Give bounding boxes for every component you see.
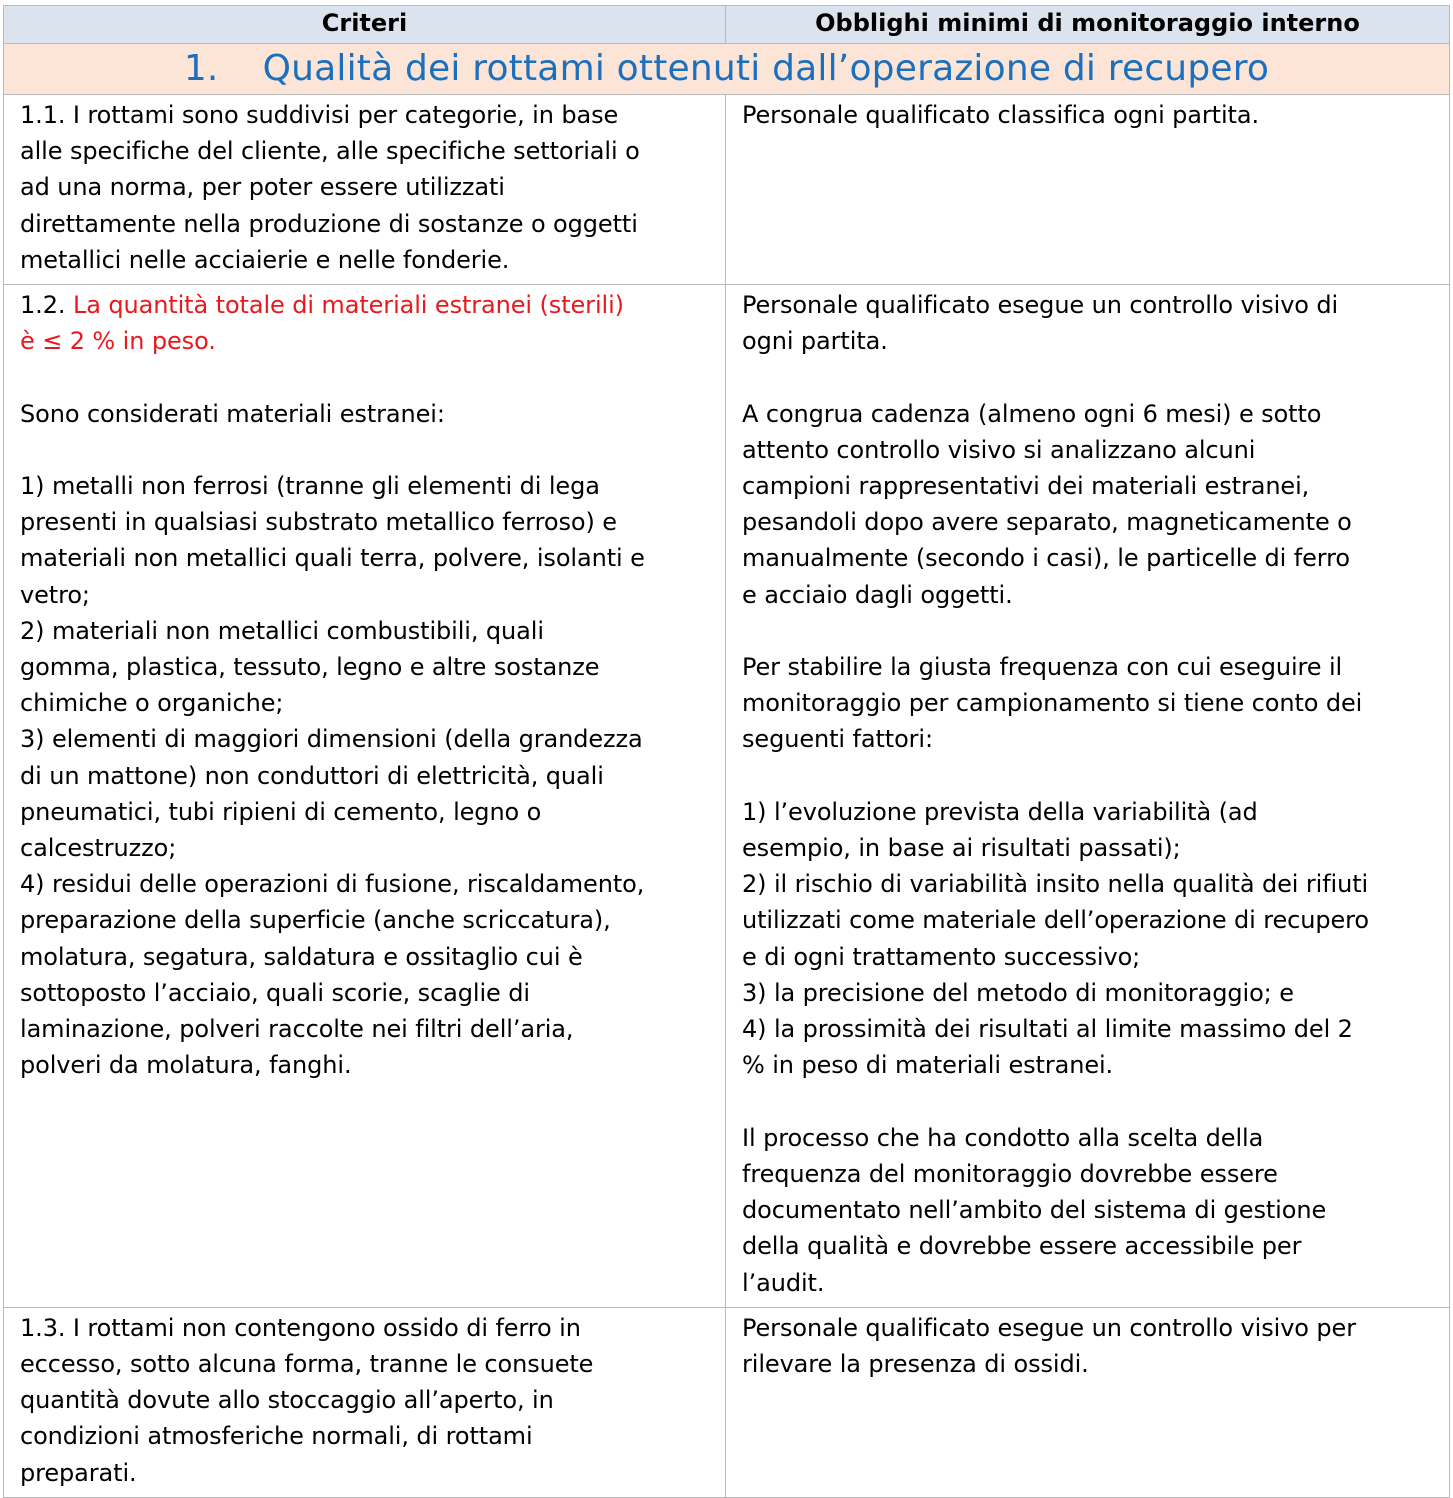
criterion-highlight: La quantità totale di materiali estranei (sterili) è ≤ 2 % in peso. — [20, 291, 624, 356]
table-row — [4, 1307, 1450, 1497]
section-number: 1. — [183, 48, 219, 89]
table-header-row — [4, 6, 1450, 44]
obligation-text: Personale qualificato esegue un controllo visivo di ogni partita. A congrua cadenza (almeno ogni 6 mesi) e sotto attento controllo visivo si analizzano alcuni campioni rappresentativi dei materiali estranei, pesandoli dopo avere separato, magneticamente o manualmente (secondo i casi), le particelle di ferro e acciaio dagli oggetti. Per stabilire la giusta frequenza con cui eseguire il monitoraggio per campionamento si tiene conto dei seguenti fattori: 1) l’evoluzione prevista della variabilità (ad esempio, in base ai risultati passati); 2) il rischio di variabilità insito nella qualità dei rifiuti utilizzati come materiale dell’operazione di recupero e di ogni trattamento successivo; 3) la precisione del metodo di monitoraggio; e 4) la prossimità dei risultati al limite massimo del 2 % in peso di materiali estranei. Il processo che ha condotto alla scelta della frequenza del monitoraggio dovrebbe essere documentato nell’ambito del sistema di gestione della qualità e dovrebbe essere accessibile per l’audit. — [742, 291, 1369, 1297]
header-obblighi: Obblighi minimi di monitoraggio interno — [726, 6, 1450, 44]
criterion-cell — [4, 285, 726, 1308]
obligation-cell — [726, 285, 1450, 1308]
criterion-text: 1.1. I rottami sono suddivisi per categorie, in base alle specifiche del cliente, alle specifiche settoriali o ad una norma, per poter essere utilizzati direttamente nella produzione di sostanze o oggetti metallici nelle acciaierie e nelle fonderie. — [20, 101, 640, 274]
criterion-text — [4, 285, 725, 1089]
criterion-body: Sono considerati materiali estranei: 1) metalli non ferrosi (tranne gli elementi di lega presenti in qualsiasi substrato metallico ferroso) e materiali non metallici quali terra, polvere, isolanti e vetro; 2) materiali non metallici combustibili, quali gomma, plastica, tessuto, legno e altre sostanze chimiche o organiche; 3) elementi di maggiori dimensioni (della grandezza di un mattone) non conduttori di elettricità, quali pneumatici, tubi ripieni di cemento, legno o calcestruzzo; 4) residui delle operazioni di fusione, riscaldamento, preparazione della superficie (anche scriccatura), molatura, segatura, saldatura e ossitaglio cui è sottoposto l’acciaio, quali scorie, scaglie di laminazione, polveri raccolte nei filtri dell’aria, polveri da molatura, fanghi. — [20, 399, 645, 1080]
criterion-cell — [4, 95, 726, 285]
criterion-text: 1.3. I rottami non contengono ossido di ferro in eccesso, sotto alcuna forma, tranne le consuete quantità dovute allo stoccaggio all’aperto, in condizioni atmosferiche normali, di rottami preparati. — [20, 1313, 594, 1487]
section-title: Qualità dei rottami ottenuti dall’operazione di recupero — [262, 48, 1270, 89]
table-row — [4, 285, 1450, 1308]
criterion-prefix: 1.2. — [20, 291, 73, 320]
obligation-text: Personale qualificato classifica ogni partita. — [742, 101, 1260, 129]
obligation-cell — [726, 95, 1450, 285]
section-row — [4, 44, 1450, 95]
obligation-cell — [726, 1307, 1450, 1497]
table-row — [4, 95, 1450, 285]
section-heading — [4, 44, 1450, 95]
header-criteri: Criteri — [4, 6, 726, 44]
criteria-table — [3, 5, 1450, 1498]
obligation-text: Personale qualificato esegue un controllo visivo per rilevare la presenza di ossidi. — [742, 1313, 1356, 1378]
criterion-cell — [4, 1307, 726, 1497]
